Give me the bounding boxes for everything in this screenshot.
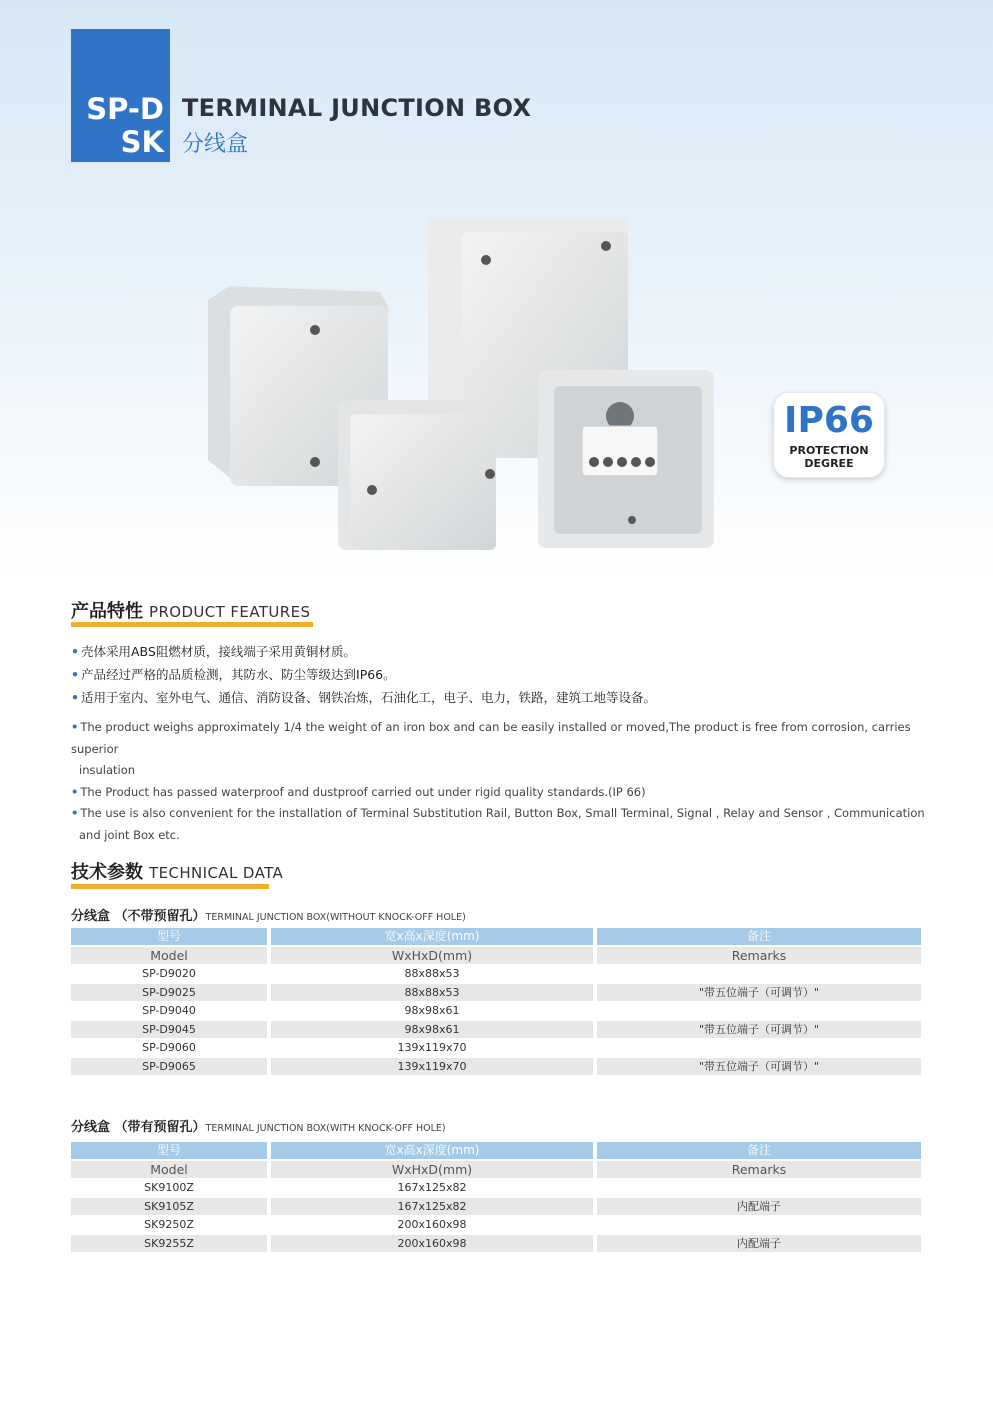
junction-box-small bbox=[338, 400, 496, 550]
list-item-continuation: and joint Box etc. bbox=[79, 827, 180, 842]
table-without-knockoff bbox=[71, 928, 921, 1076]
table-row: SP-D9045 98x98x61 "带五位端子（可调节）" bbox=[71, 1021, 921, 1040]
table-row: SP-D9020 88x88x53 bbox=[142, 967, 460, 980]
table-header-en: Model WxHxD(mm) Remarks bbox=[71, 1161, 921, 1180]
product-photo bbox=[200, 210, 720, 560]
series-code-line2: SK bbox=[120, 125, 164, 159]
table-header-cn: 型号 宽x高x深度(mm) 备注 bbox=[71, 1142, 921, 1161]
table-row: SK9105Z 167x125x82 内配端子 bbox=[71, 1198, 921, 1217]
features-heading-cn: 产品特性 bbox=[71, 601, 143, 622]
table-row: SP-D9025 88x88x53 "带五位端子（可调节）" bbox=[71, 984, 921, 1003]
table-header-en: Model WxHxD(mm) Remarks bbox=[71, 947, 921, 966]
list-item: • 产品经过严格的品质检测，其防水、防尘等级达到IP66。 bbox=[71, 667, 396, 682]
table-with-knockoff bbox=[71, 1142, 921, 1253]
page-title-cn: 分线盒 bbox=[182, 132, 249, 157]
ip66-badge bbox=[773, 392, 885, 478]
table-row: SP-D9065 139x119x70 "带五位端子（可调节）" bbox=[71, 1058, 921, 1077]
features-heading bbox=[71, 597, 310, 623]
list-item: • The product weighs approximately 1/4 the weight of an iron box and can be easily installed or moved,The product is free from corrosion, carries superior bbox=[71, 720, 911, 756]
list-item: • The use is also convenient for the installation of Terminal Substitution Rail, Button Box, Small Terminal, Signal , Relay and Sensor , Communication bbox=[71, 806, 925, 820]
series-code-line1: SP-D bbox=[86, 92, 164, 126]
technical-heading-cn: 技术参数 bbox=[71, 862, 143, 883]
table-header-cn: 型号 宽x高x深度(mm) 备注 bbox=[71, 928, 921, 947]
table-row: SK9255Z 200x160x98 内配端子 bbox=[71, 1235, 921, 1254]
series-code-block bbox=[71, 29, 170, 162]
junction-box-open bbox=[538, 370, 714, 548]
list-item: • The Product has passed waterproof and dustproof carried out under rigid quality standards.(IP 66) bbox=[71, 784, 646, 799]
badge-line1: PROTECTION bbox=[789, 444, 869, 457]
list-item: • 壳体采用ABS阻燃材质，接线端子采用黄铜材质。 bbox=[71, 644, 356, 659]
features-list-cn bbox=[71, 643, 931, 712]
features-underline bbox=[71, 622, 313, 627]
technical-heading bbox=[71, 858, 283, 884]
page-title-en: TERMINAL JUNCTION BOX bbox=[182, 94, 532, 122]
table-row: SP-D9040 98x98x61 bbox=[142, 1004, 460, 1017]
technical-heading-en: TECHNICAL DATA bbox=[149, 864, 284, 882]
list-item: • 适用于室内、室外电气、通信、消防设备、钢铁冶炼，石油化工，电子、电力，铁路，建筑工地等设备。 bbox=[71, 690, 657, 705]
table1-caption: 分线盒 （不带预留孔）TERMINAL JUNCTION BOX(WITHOUT KNOCK-OFF HOLE) bbox=[71, 909, 466, 924]
badge-line2: DEGREE bbox=[804, 457, 854, 470]
table-row: SK9250Z 200x160x98 bbox=[144, 1218, 467, 1231]
table-row: SP-D9060 139x119x70 bbox=[142, 1041, 467, 1054]
list-item-continuation: insulation bbox=[79, 763, 136, 777]
technical-underline bbox=[71, 884, 269, 889]
features-list-en bbox=[71, 717, 926, 846]
table-row: SK9100Z 167x125x82 bbox=[144, 1181, 467, 1194]
table2-caption: 分线盒 （带有预留孔）TERMINAL JUNCTION BOX(WITH KNOCK-OFF HOLE) bbox=[71, 1120, 446, 1135]
features-heading-en: PRODUCT FEATURES bbox=[149, 603, 311, 621]
ip-rating: IP66 bbox=[784, 400, 874, 441]
